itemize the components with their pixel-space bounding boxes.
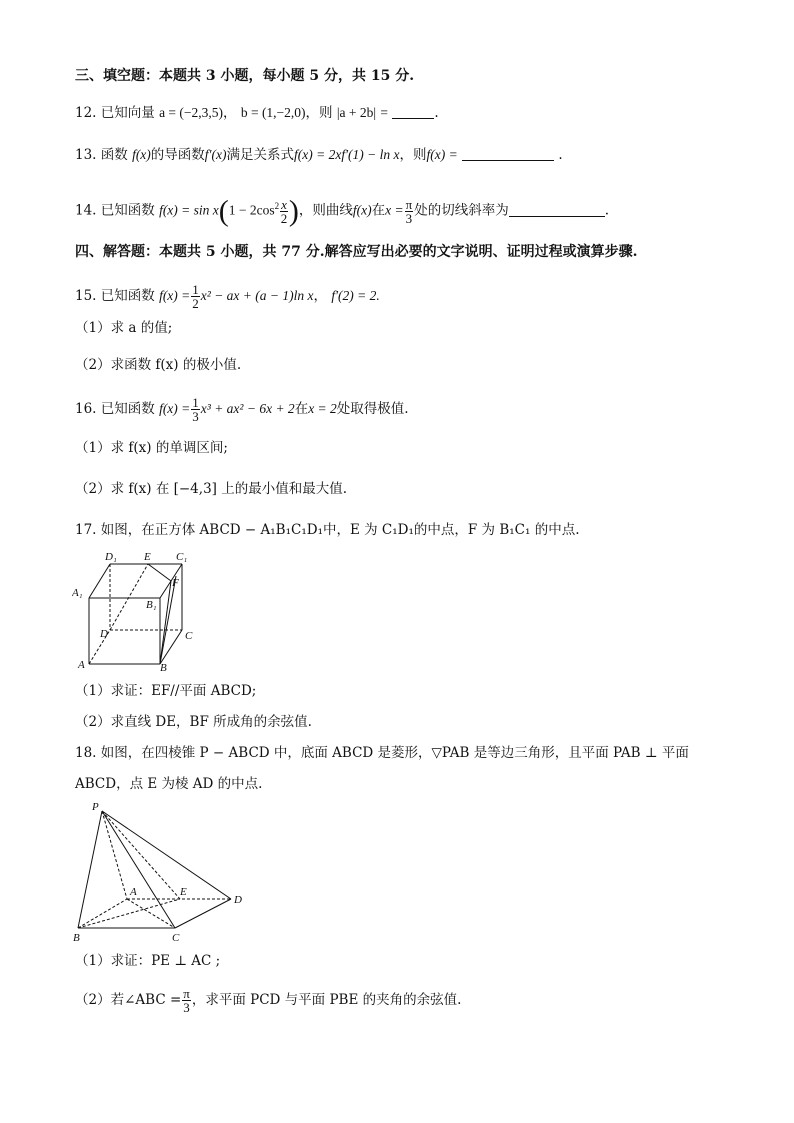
label-C: C — [172, 932, 180, 944]
q13-text1: 的导函数 — [150, 147, 205, 163]
q14-xeq: x = — [385, 202, 404, 218]
label-B: B — [160, 662, 167, 673]
q15-f: f(x) = — [159, 288, 191, 303]
question-14 — [75, 194, 610, 228]
q14-sup: 2 — [274, 201, 280, 211]
q16-frac-den: 3 — [192, 409, 199, 424]
q18-part2-b: ，求平面 PCD 与平面 PBE 的夹角的余弦值. — [191, 992, 462, 1008]
q14-f: f(x) = sin x — [159, 202, 219, 218]
q13-fprime: f′(x) — [204, 147, 227, 162]
label-A: A — [130, 886, 137, 898]
q18-part2 — [75, 987, 461, 1014]
label-B1: B₁ — [146, 599, 157, 611]
label-D1: D₁ — [105, 551, 117, 563]
q12-vector-a: a = (−2,3,5) — [159, 105, 224, 120]
q13-f2: f(x) = — [426, 147, 458, 162]
q14-frac-den: 2 — [280, 210, 288, 226]
label-C: C — [185, 630, 193, 642]
q12-end: . — [434, 105, 439, 121]
q16-part1: （1）求 f(x) 的单调区间; — [75, 440, 228, 456]
q14-text1: ，则曲线 — [298, 202, 353, 219]
question-18-line1: 18. 如图，在四棱锥 P − ABCD 中，底面 ABCD 是菱形，▽PAB 是等边三角形，且平面 PAB ⊥ 平面 — [75, 745, 689, 761]
label-E: E — [144, 551, 151, 563]
q12-stem: 12. 已知向量 — [75, 105, 155, 121]
question-18-line2: ABCD，点 E 为棱 AD 的中点. — [75, 776, 263, 792]
question-17: 17. 如图，在正方体 ABCD − A₁B₁C₁D₁中，E 为 C₁D₁的中点，F 为 B₁C₁ 的中点. — [75, 522, 580, 538]
q14-lparen: ( — [218, 194, 229, 228]
q14-stem: 14. 已知函数 — [75, 202, 155, 219]
question-16 — [75, 396, 409, 423]
q12-answer-blank[interactable] — [392, 104, 434, 119]
q13-stem: 13. 函数 — [75, 147, 128, 163]
q15-sep: ， — [313, 288, 328, 304]
q12-mid: ，则 — [305, 105, 333, 121]
cube-diagram — [72, 548, 202, 673]
label-F: F — [172, 577, 179, 589]
question-12 — [75, 103, 439, 123]
q14-frac-num: x — [281, 196, 287, 212]
q14-pi-num: π — [405, 196, 413, 212]
q12-abs: |a + 2b| — [336, 105, 377, 120]
q17-part1: （1）求证：EF//平面 ABCD; — [75, 683, 257, 699]
q16-expr: x³ + ax² − 6x + 2 — [200, 401, 295, 416]
section3-title: 三、填空题：本题共 3 小题，每小题 5 分，共 15 分. — [75, 68, 415, 84]
q16-frac-num: 1 — [192, 395, 199, 410]
q16-part2: （2）求 f(x) 在 [−4,3] 上的最小值和最大值. — [75, 481, 348, 497]
question-13 — [75, 145, 563, 165]
q16-frac — [191, 396, 200, 423]
section4-title: 四、解答题：本题共 5 小题，共 77 分.解答应写出必要的文字说明、证明过程或演算步骤. — [75, 244, 638, 260]
q14-text2: 在 — [371, 202, 386, 219]
q13-text3: ，则 — [399, 147, 427, 163]
q15-frac-num: 1 — [192, 282, 199, 297]
q15-condition: f′(2) = 2. — [331, 288, 380, 303]
q14-end: . — [604, 202, 610, 219]
q14-f2: f(x) — [352, 202, 372, 218]
label-D: D — [234, 894, 242, 906]
q14-frac-x2 — [280, 198, 288, 225]
q18-pi-den: 3 — [183, 1000, 190, 1015]
q17-part2: （2）求直线 DE，BF 所成角的余弦值. — [75, 714, 312, 730]
label-A1: A₁ — [72, 587, 83, 599]
q18-pi-num: π — [183, 986, 190, 1001]
q14-text3: 处的切线斜率为 — [414, 202, 509, 219]
q14-frac-pi3 — [405, 198, 414, 225]
q14-rparen: ) — [288, 194, 299, 228]
label-C1: C₁ — [176, 551, 188, 563]
q13-f: f(x) — [132, 147, 151, 162]
q16-text1: 在 — [294, 401, 309, 417]
q13-text2: 满足关系式 — [226, 147, 294, 163]
question-15 — [75, 283, 380, 310]
q12-sep: ， — [223, 105, 237, 121]
label-P: P — [92, 801, 99, 813]
label-B: B — [73, 932, 80, 944]
q12-eq: = — [380, 105, 389, 120]
q15-frac — [191, 283, 200, 310]
q18-part2-a: （2）若∠ABC = — [75, 992, 182, 1008]
q13-end: . — [558, 147, 563, 163]
q18-frac — [182, 987, 191, 1014]
pyramid-diagram — [70, 798, 255, 946]
q15-frac-den: 2 — [192, 296, 199, 311]
q14-answer-blank[interactable] — [509, 202, 605, 217]
q12-vector-b: b = (1,−2,0) — [240, 105, 306, 120]
q16-text2: 处取得极值. — [336, 401, 409, 417]
q14-inner: 1 − 2cos — [228, 202, 275, 218]
q13-relation: f(x) = 2xf′(1) − ln x — [293, 147, 400, 162]
q15-part1: （1）求 a 的值; — [75, 320, 173, 336]
q16-stem: 16. 已知函数 — [75, 401, 155, 417]
q16-x2: x = 2 — [308, 401, 337, 416]
label-E: E — [180, 886, 187, 898]
q18-part1: （1）求证：PE ⊥ AC ; — [75, 953, 221, 969]
q16-f: f(x) = — [159, 401, 191, 416]
label-D: D — [100, 628, 108, 640]
q15-expr: x² − ax + (a − 1)ln x — [200, 288, 314, 303]
q13-answer-blank[interactable] — [462, 146, 554, 161]
q14-pi-den: 3 — [405, 210, 413, 226]
q15-part2: （2）求函数 f(x) 的极小值. — [75, 357, 242, 373]
label-A: A — [78, 659, 85, 671]
q15-stem: 15. 已知函数 — [75, 288, 155, 304]
